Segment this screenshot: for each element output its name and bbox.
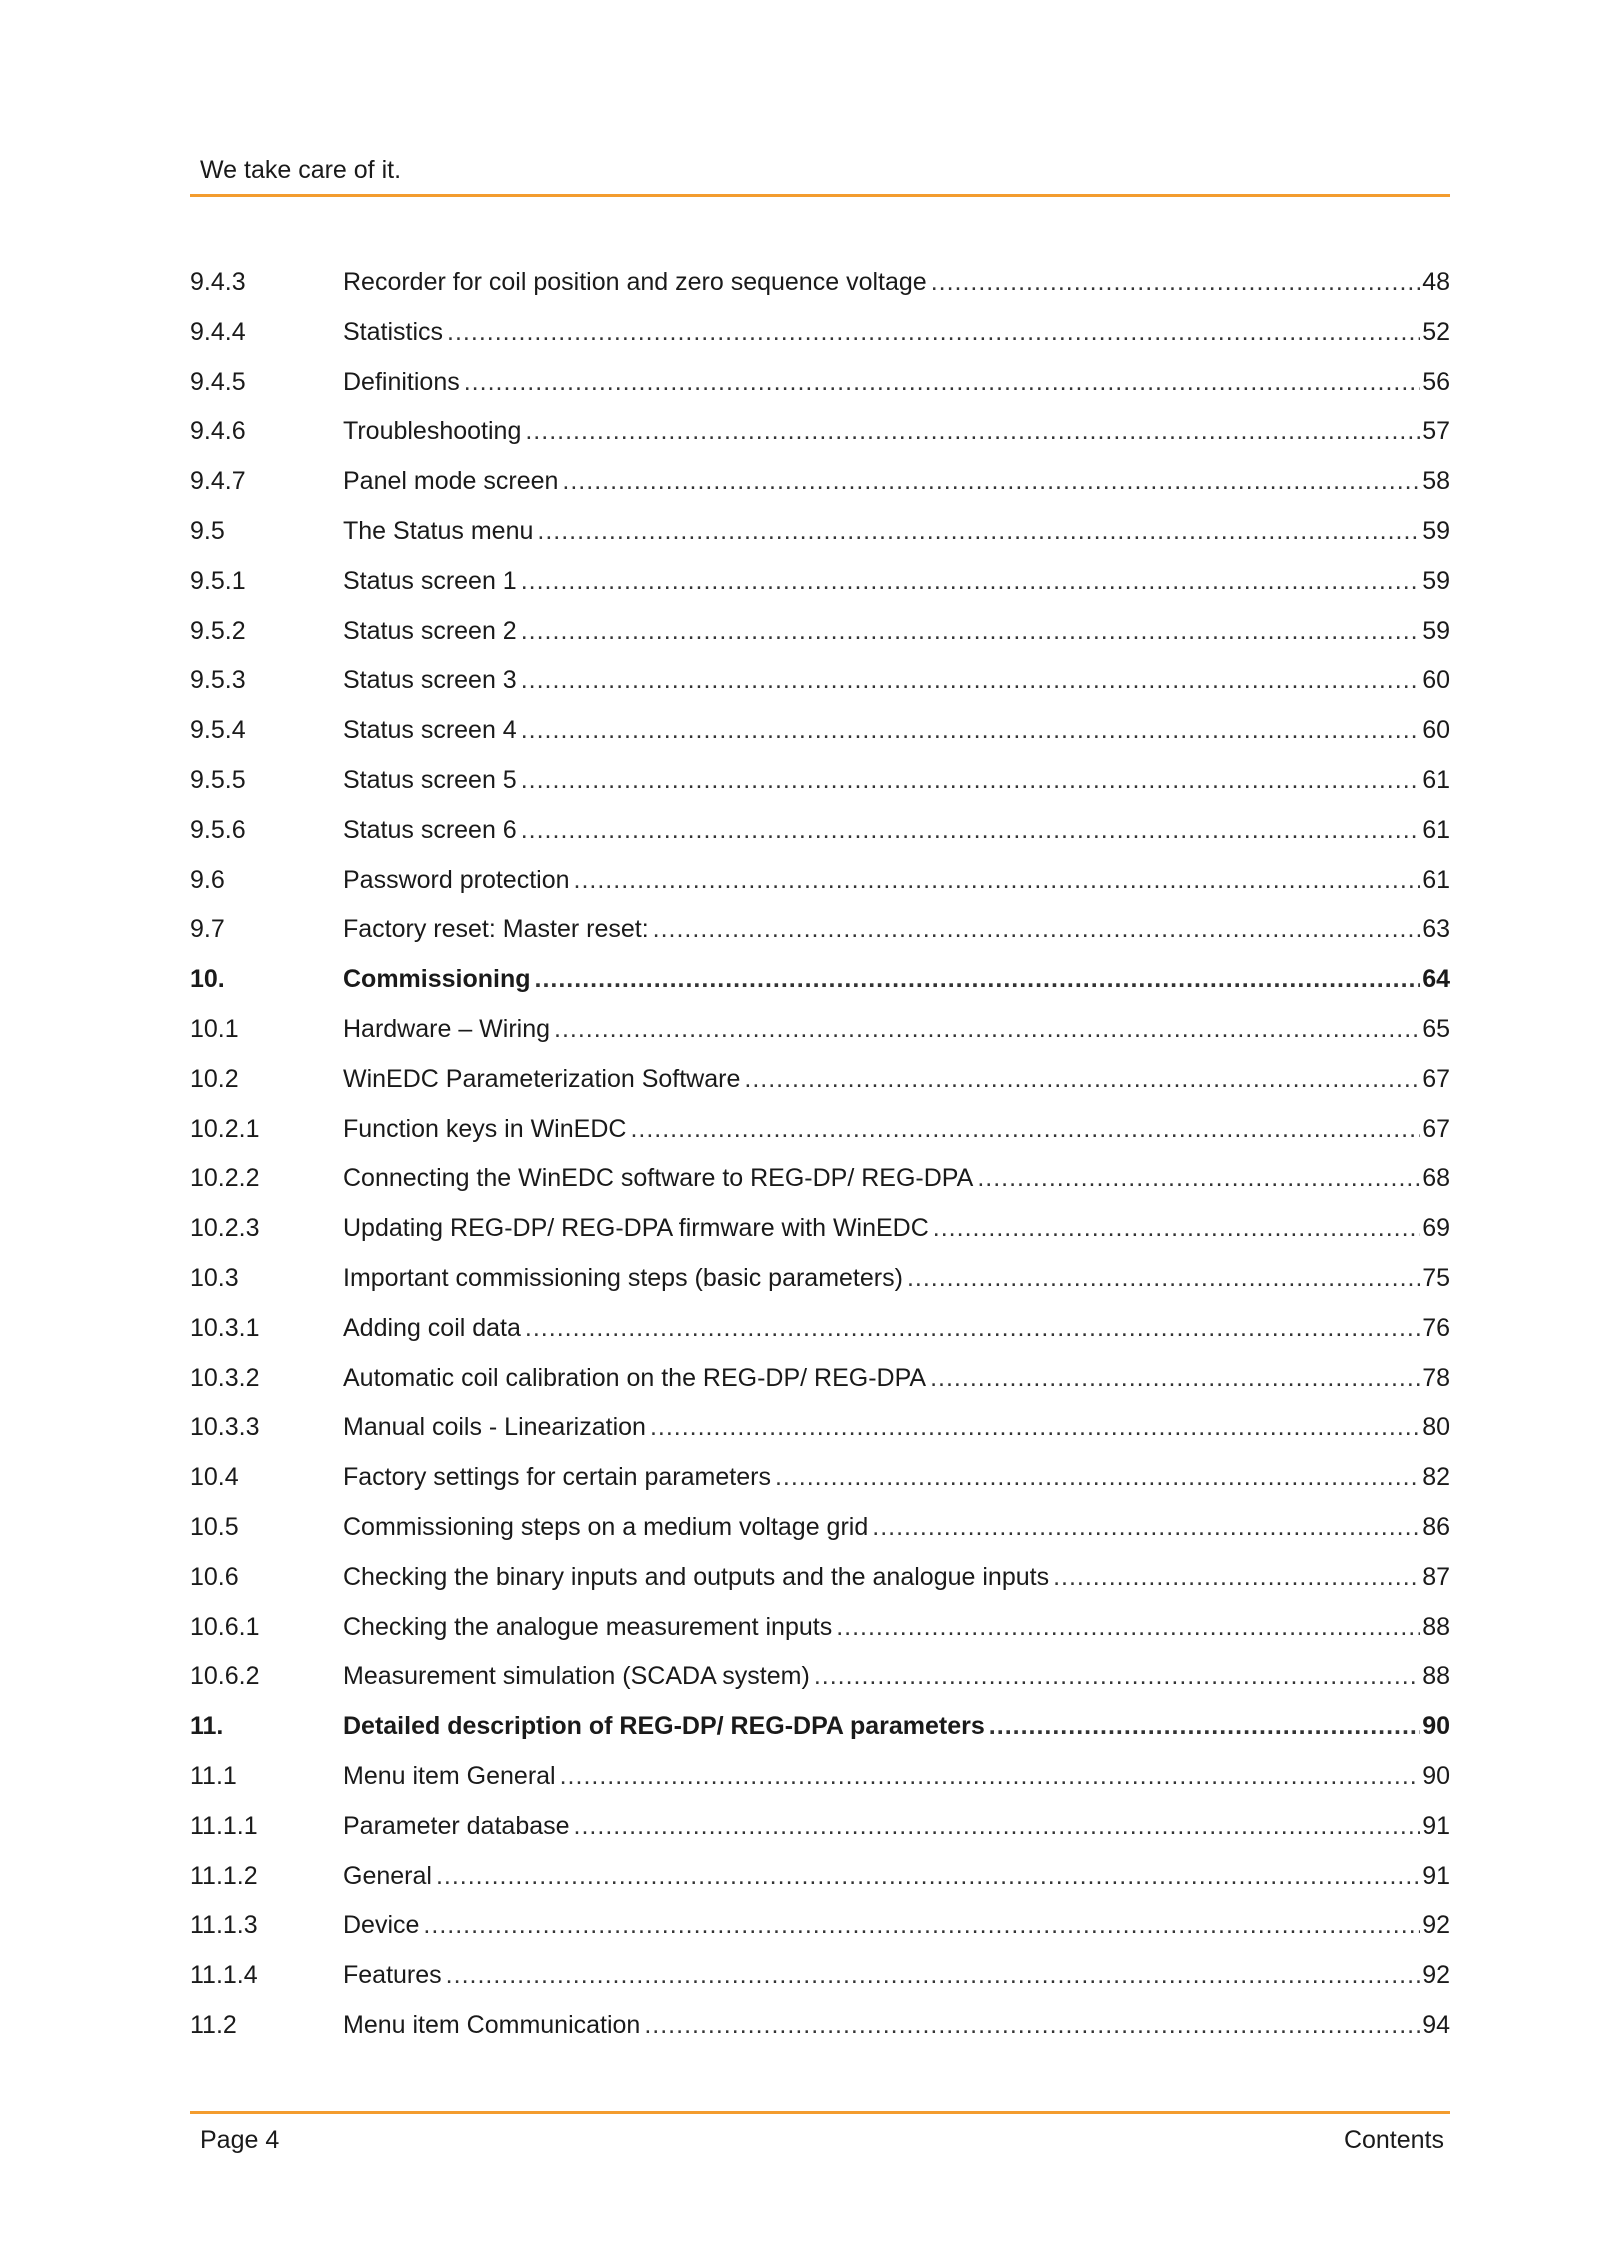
toc-entry-number: 9.4.4	[190, 317, 246, 346]
toc-entry-page: 92	[1422, 1911, 1450, 1940]
toc-dot-leader	[464, 362, 1420, 402]
toc-entry-number: 10.1	[190, 1014, 239, 1043]
toc-dot-leader	[1053, 1557, 1420, 1597]
toc-entry-page: 56	[1422, 367, 1450, 396]
toc-entry-title: WinEDC Parameterization Software	[343, 1064, 741, 1093]
toc-entry-number: 9.5.1	[190, 566, 246, 595]
toc-dot-leader	[775, 1457, 1420, 1497]
toc-entry[interactable]	[190, 1109, 1450, 1159]
toc-entry[interactable]	[190, 1557, 1450, 1607]
toc-entry[interactable]	[190, 1258, 1450, 1308]
toc-entry-page: 76	[1422, 1313, 1450, 1342]
toc-entry-title: Manual coils - Linearization	[343, 1413, 646, 1442]
toc-dot-leader	[521, 611, 1420, 651]
header-tagline: We take care of it.	[200, 156, 402, 184]
toc-entry-title: Parameter database	[343, 1811, 570, 1840]
toc-entry-number: 9.5.4	[190, 716, 246, 745]
toc-entry-number: 9.5.6	[190, 815, 246, 844]
toc-dot-leader	[644, 2005, 1420, 2045]
toc-dot-leader	[535, 959, 1421, 999]
toc-entry-title: Recorder for coil position and zero sequence voltage	[343, 268, 927, 296]
toc-entry-title: Password protection	[343, 865, 570, 894]
toc-dot-leader	[931, 262, 1421, 302]
toc-entry-number: 10.5	[190, 1512, 239, 1541]
toc-entry[interactable]	[190, 760, 1450, 810]
toc-dot-leader	[560, 1756, 1421, 1796]
toc-dot-leader	[930, 1358, 1420, 1398]
toc-entry[interactable]	[190, 1856, 1450, 1906]
toc-entry-page: 63	[1422, 915, 1450, 944]
toc-dot-leader	[521, 760, 1420, 800]
toc-dot-leader	[814, 1656, 1420, 1696]
toc-dot-leader	[521, 810, 1420, 850]
toc-entry-number: 9.5.2	[190, 616, 246, 645]
toc-entry-number: 10.3	[190, 1263, 239, 1292]
toc-entry-page: 94	[1422, 2010, 1450, 2039]
toc-entry-number: 9.4.3	[190, 268, 246, 296]
toc-entry-title: Connecting the WinEDC software to REG-DP/ REG-DPA	[343, 1164, 974, 1193]
toc-entry-number: 11.1	[190, 1761, 237, 1790]
toc-dot-leader	[933, 1208, 1420, 1248]
toc-entry-number: 10.6	[190, 1562, 239, 1591]
toc-entry-title: The Status menu	[343, 516, 534, 545]
toc-entry-page: 61	[1422, 815, 1450, 844]
toc-dot-leader	[525, 411, 1420, 451]
toc-entry-title: Commissioning	[343, 965, 531, 994]
toc-entry-number: 11.1.3	[190, 1911, 258, 1940]
toc-entry-page: 57	[1422, 417, 1450, 446]
toc-entry[interactable]	[190, 860, 1450, 910]
toc-dot-leader	[653, 909, 1421, 949]
toc-dot-leader	[436, 1856, 1420, 1896]
toc-entry-page: 60	[1422, 716, 1450, 745]
toc-entry-title: Checking the analogue measurement inputs	[343, 1612, 833, 1641]
toc-entry[interactable]	[190, 511, 1450, 561]
table-of-contents	[190, 262, 1450, 2055]
toc-entry[interactable]	[190, 1656, 1450, 1706]
toc-entry-title: Status screen 4	[343, 716, 517, 745]
toc-entry-page: 90	[1422, 1761, 1450, 1790]
toc-dot-leader	[521, 710, 1420, 750]
toc-entry-page: 60	[1422, 666, 1450, 695]
toc-entry[interactable]	[190, 1706, 1450, 1756]
toc-entry-page: 58	[1422, 467, 1450, 496]
toc-entry-number: 9.6	[190, 865, 225, 894]
toc-entry-number: 10.	[190, 965, 225, 994]
toc-entry-title: General	[343, 1861, 432, 1890]
toc-entry-number: 9.5	[190, 516, 225, 545]
toc-entry[interactable]	[190, 1905, 1450, 1955]
toc-entry-number: 11.2	[190, 2010, 237, 2039]
toc-entry-number: 10.3.2	[190, 1363, 260, 1392]
toc-entry[interactable]	[190, 1358, 1450, 1408]
toc-entry[interactable]	[190, 1158, 1450, 1208]
toc-entry-number: 10.6.1	[190, 1612, 260, 1641]
toc-entry[interactable]	[190, 710, 1450, 760]
toc-dot-leader	[744, 1059, 1420, 1099]
toc-entry-number: 10.6.2	[190, 1662, 260, 1691]
toc-entry-number: 9.4.6	[190, 417, 246, 446]
toc-entry-page: 67	[1422, 1114, 1450, 1143]
toc-entry-page: 75	[1422, 1263, 1450, 1292]
toc-dot-leader	[525, 1308, 1420, 1348]
toc-entry-title: Features	[343, 1961, 442, 1990]
toc-dot-leader	[446, 1955, 1421, 1995]
toc-entry-page: 91	[1422, 1861, 1450, 1890]
toc-entry-page: 59	[1422, 566, 1450, 595]
toc-entry-number: 9.4.5	[190, 367, 246, 396]
toc-entry[interactable]	[190, 1756, 1450, 1806]
toc-dot-leader	[836, 1607, 1420, 1647]
toc-dot-leader	[521, 660, 1420, 700]
toc-dot-leader	[574, 860, 1421, 900]
toc-entry-title: Status screen 6	[343, 815, 517, 844]
toc-entry[interactable]	[190, 362, 1450, 412]
toc-entry[interactable]	[190, 1806, 1450, 1856]
toc-entry[interactable]	[190, 810, 1450, 860]
toc-entry-title: Statistics	[343, 317, 444, 346]
toc-entry-page: 65	[1422, 1014, 1450, 1043]
toc-entry-page: 88	[1422, 1662, 1450, 1691]
toc-entry-number: 10.2.2	[190, 1164, 260, 1193]
toc-entry[interactable]	[190, 1059, 1450, 1109]
toc-dot-leader	[650, 1407, 1420, 1447]
toc-entry[interactable]	[190, 262, 1450, 312]
toc-entry[interactable]	[190, 959, 1450, 1009]
toc-entry-number: 11.1.4	[190, 1961, 258, 1990]
toc-entry-title: Factory reset: Master reset:	[343, 915, 649, 944]
toc-dot-leader	[872, 1507, 1420, 1547]
toc-entry-title: Commissioning steps on a medium voltage grid	[343, 1512, 869, 1541]
toc-entry-page: 48	[1422, 268, 1450, 296]
toc-entry[interactable]	[190, 611, 1450, 661]
toc-entry-number: 10.2.3	[190, 1214, 260, 1243]
toc-entry-number: 9.7	[190, 915, 225, 944]
toc-entry-title: Device	[343, 1911, 420, 1940]
toc-entry-title: Status screen 3	[343, 666, 517, 695]
toc-entry-title: Detailed description of REG-DP/ REG-DPA parameters	[343, 1712, 985, 1741]
toc-entry-number: 11.1.1	[190, 1811, 258, 1840]
toc-entry-number: 11.1.2	[190, 1861, 258, 1890]
toc-entry-page: 86	[1422, 1512, 1450, 1541]
toc-entry-page: 68	[1422, 1164, 1450, 1193]
toc-entry-page: 90	[1422, 1712, 1450, 1741]
toc-entry-page: 87	[1422, 1562, 1450, 1591]
toc-entry-title: Important commissioning steps (basic parameters)	[343, 1263, 903, 1292]
toc-entry[interactable]	[190, 1308, 1450, 1358]
toc-entry[interactable]	[190, 1208, 1450, 1258]
page-footer	[190, 2111, 1450, 2164]
toc-entry[interactable]	[190, 1955, 1450, 2005]
toc-entry-title: Troubleshooting	[343, 417, 522, 446]
toc-dot-leader	[989, 1706, 1420, 1746]
toc-dot-leader	[630, 1109, 1420, 1149]
toc-entry-page: 92	[1422, 1961, 1450, 1990]
toc-dot-leader	[977, 1158, 1420, 1198]
toc-entry-title: Factory settings for certain parameters	[343, 1463, 771, 1492]
footer-section-label: Contents	[1343, 2126, 1444, 2154]
toc-entry-page: 80	[1422, 1413, 1450, 1442]
toc-entry-page: 88	[1422, 1612, 1450, 1641]
toc-entry-page: 69	[1422, 1214, 1450, 1243]
toc-dot-leader	[562, 461, 1420, 501]
toc-entry-page: 52	[1422, 317, 1450, 346]
toc-entry-title: Menu item Communication	[343, 2010, 641, 2039]
toc-entry-page: 91	[1422, 1811, 1450, 1840]
toc-entry[interactable]	[190, 461, 1450, 511]
page-header	[190, 150, 1450, 197]
toc-entry[interactable]	[190, 1009, 1450, 1059]
toc-entry-title: Status screen 1	[343, 566, 517, 595]
footer-page-number: Page 4	[200, 2126, 280, 2154]
toc-entry-title: Measurement simulation (SCADA system)	[343, 1662, 810, 1691]
toc-dot-leader	[907, 1258, 1420, 1298]
toc-entry[interactable]	[190, 411, 1450, 461]
toc-entry[interactable]	[190, 660, 1450, 710]
toc-dot-leader	[447, 312, 1420, 352]
toc-entry[interactable]	[190, 1407, 1450, 1457]
toc-entry-number: 9.5.3	[190, 666, 246, 695]
toc-entry-number: 10.3.3	[190, 1413, 260, 1442]
toc-entry-number: 9.4.7	[190, 467, 246, 496]
toc-entry-page: 67	[1422, 1064, 1450, 1093]
toc-entry-page: 64	[1422, 965, 1450, 994]
toc-dot-leader	[521, 561, 1420, 601]
toc-entry-page: 82	[1422, 1463, 1450, 1492]
toc-entry-number: 10.4	[190, 1463, 239, 1492]
toc-entry-number: 10.3.1	[190, 1313, 260, 1342]
toc-entry[interactable]	[190, 1607, 1450, 1657]
toc-entry-title: Hardware – Wiring	[343, 1014, 551, 1043]
toc-entry-title: Updating REG-DP/ REG-DPA firmware with WinEDC	[343, 1214, 929, 1243]
toc-entry[interactable]	[190, 1507, 1450, 1557]
toc-dot-leader	[537, 511, 1420, 551]
toc-entry-title: Function keys in WinEDC	[343, 1114, 627, 1143]
toc-dot-leader	[423, 1905, 1420, 1945]
toc-entry-title: Panel mode screen	[343, 467, 559, 496]
toc-entry-page: 61	[1422, 865, 1450, 894]
toc-entry-title: Adding coil data	[343, 1313, 521, 1342]
toc-entry-title: Status screen 2	[343, 616, 517, 645]
toc-entry-number: 9.5.5	[190, 765, 246, 794]
toc-entry-page: 59	[1422, 616, 1450, 645]
toc-dot-leader	[574, 1806, 1421, 1846]
toc-entry-title: Status screen 5	[343, 765, 517, 794]
toc-entry-title: Automatic coil calibration on the REG-DP/ REG-DPA	[343, 1363, 927, 1392]
toc-entry[interactable]	[190, 2005, 1450, 2055]
toc-entry[interactable]	[190, 312, 1450, 362]
toc-entry-page: 59	[1422, 516, 1450, 545]
toc-entry-number: 10.2	[190, 1064, 239, 1093]
toc-entry[interactable]	[190, 1457, 1450, 1507]
toc-entry-number: 11.	[190, 1712, 224, 1741]
toc-entry-page: 61	[1422, 765, 1450, 794]
toc-dot-leader	[554, 1009, 1420, 1049]
toc-entry-title: Menu item General	[343, 1761, 556, 1790]
toc-entry-page: 78	[1422, 1363, 1450, 1392]
toc-entry[interactable]	[190, 561, 1450, 611]
toc-entry-title: Definitions	[343, 367, 460, 396]
toc-entry[interactable]	[190, 909, 1450, 959]
toc-entry-number: 10.2.1	[190, 1114, 260, 1143]
toc-entry-title: Checking the binary inputs and outputs and the analogue inputs	[343, 1562, 1050, 1591]
